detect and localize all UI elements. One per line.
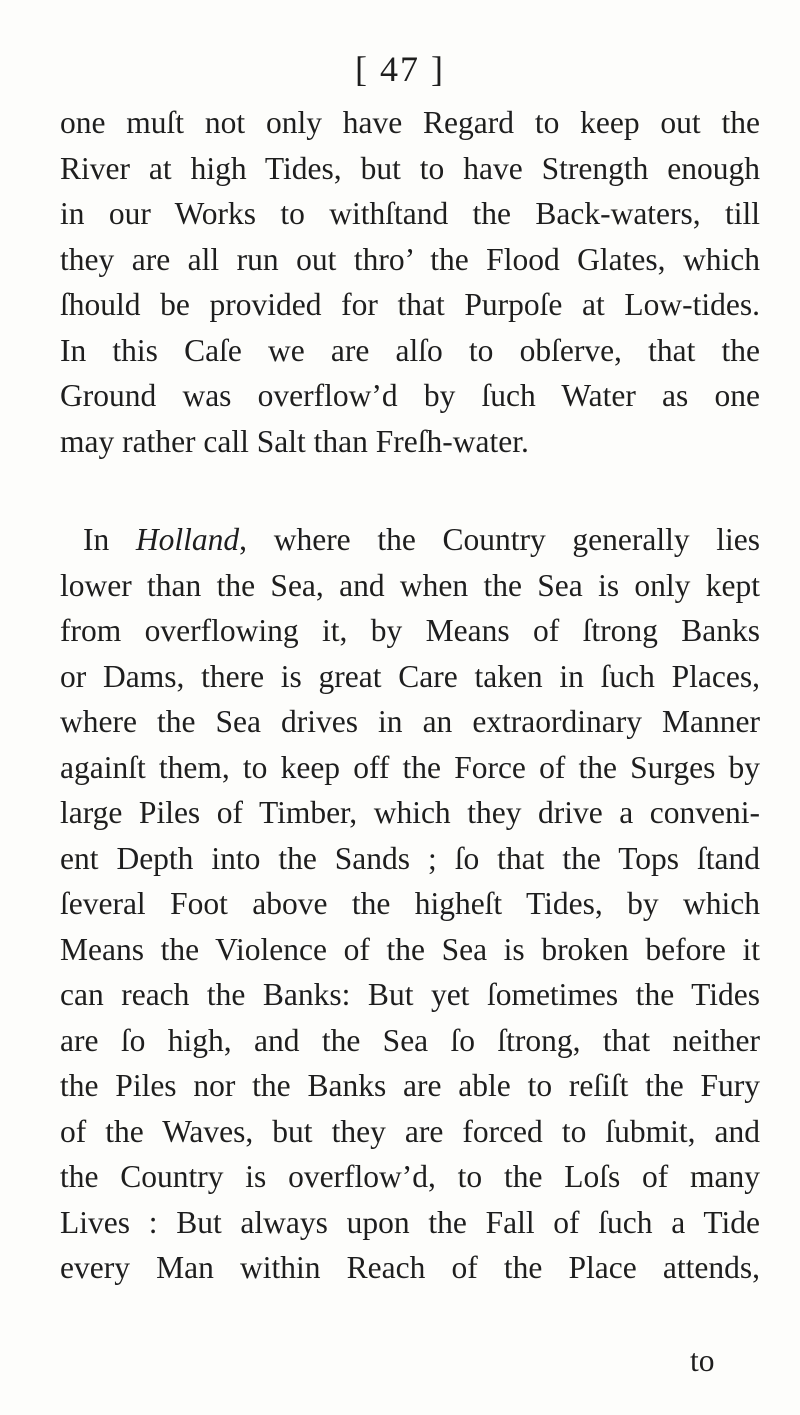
text-line: from overflowing it, by Means of ſtrong Banks bbox=[60, 613, 760, 648]
text-line: ſeveral Foot above the higheſt Tides, by which bbox=[60, 886, 760, 921]
paragraph-1 bbox=[60, 100, 760, 464]
text-line: Lives : But always upon the Fall of ſuch a Tide bbox=[60, 1204, 760, 1240]
text-line: ſhould be provided for that Purpoſe at Low-tides. bbox=[60, 287, 760, 322]
page-number: [ 47 ] bbox=[355, 49, 445, 89]
text-line: Means the Violence of the Sea is broken before it bbox=[60, 931, 760, 967]
text-line: can reach the Banks: But yet ſometimes the Tides bbox=[60, 977, 760, 1012]
text-line: River at high Tides, but to have Strength enough bbox=[60, 150, 760, 186]
text-line: they are all run out thro’ the Flood Glates, which bbox=[60, 241, 760, 277]
text-line: one muſt not only have Regard to keep out the bbox=[60, 105, 760, 140]
text-line: large Piles of Timber, which they drive a conveni- bbox=[60, 795, 760, 830]
text-line: every Man within Reach of the Place attends, bbox=[60, 1250, 760, 1285]
text-line: In this Caſe we are alſo to obſerve, that the bbox=[60, 332, 760, 368]
paragraph-2 bbox=[60, 517, 760, 1291]
text-line: ent Depth into the Sands ; ſo that the Tops ſtand bbox=[60, 840, 760, 876]
text-line: of the Waves, but they are forced to ſubmit, and bbox=[60, 1113, 760, 1149]
line-rest: , where the Country generally lies bbox=[239, 522, 760, 557]
text-line: lower than the Sea, and when the Sea is only kept bbox=[60, 567, 760, 603]
text-line: the Country is overflow’d, to the Loſs of many bbox=[60, 1159, 760, 1194]
text-line: the Piles nor the Banks are able to reſiſt the Fury bbox=[60, 1068, 760, 1103]
catchword: to bbox=[690, 1343, 715, 1378]
line-prefix: In bbox=[83, 522, 136, 557]
text-line: where the Sea drives in an extraordinary Manner bbox=[60, 704, 760, 739]
italic-place-name: Holland bbox=[135, 522, 240, 557]
text-line: Ground was overflow’d by ſuch Water as one bbox=[60, 378, 760, 413]
text-line: in our Works to withſtand the Back-waters, till bbox=[60, 196, 760, 231]
text-line-first bbox=[60, 517, 760, 563]
text-line: againſt them, to keep off the Force of the Surges by bbox=[60, 749, 760, 785]
text-line: or Dams, there is great Care taken in ſuch Places, bbox=[60, 658, 760, 694]
text-line: may rather call Salt than Freſh-water. bbox=[60, 423, 529, 459]
text-line: are ſo high, and the Sea ſo ſtrong, that neither bbox=[60, 1022, 760, 1058]
